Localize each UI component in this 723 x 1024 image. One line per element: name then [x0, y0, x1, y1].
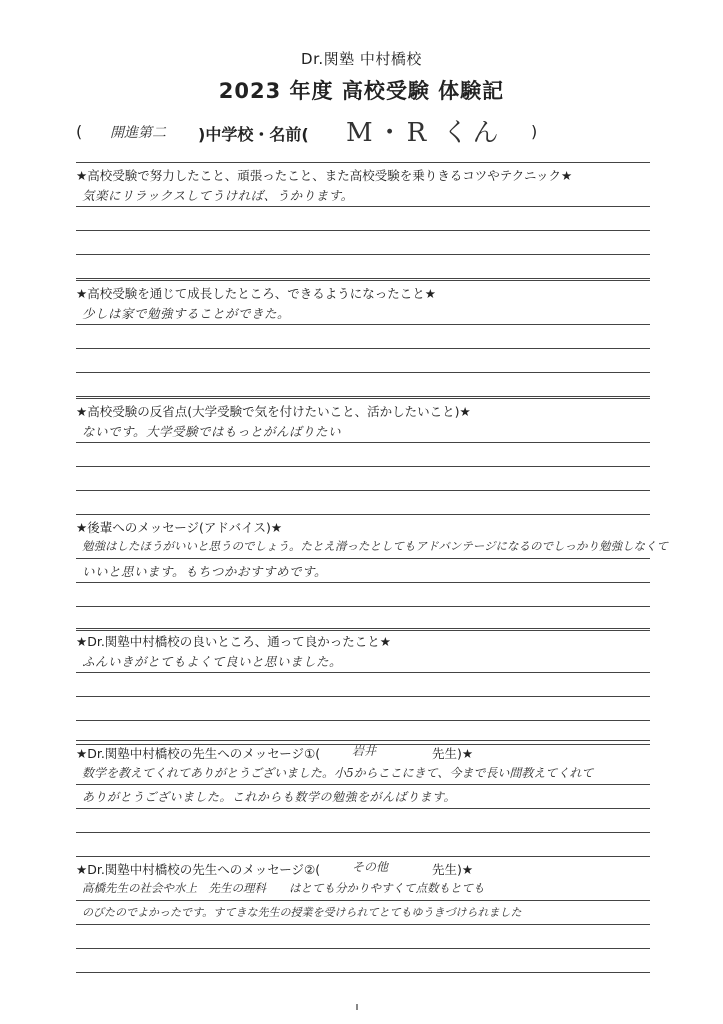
junior-high-school-name: 開進第二: [110, 125, 166, 141]
answer-line: 数学を教えてくれてありがとうございました。小5からここにきて、今まで長い間教えてくれて: [82, 766, 594, 780]
section-heading-end: 先生)★: [432, 862, 474, 877]
student-name: M・R くん: [346, 118, 503, 148]
answer-line: ないです。大学受験ではもっとがんばりたい: [82, 424, 342, 439]
student-info-row: [76, 118, 676, 150]
answer-line: いいと思います。もちつかおすすめです。: [82, 564, 328, 579]
answer-line: ふんいきがとてもよくて良いと思いました。: [82, 654, 343, 669]
open-paren: (: [76, 122, 83, 141]
teacher-name: 岩井: [352, 744, 377, 758]
school-name-header: Dr.関塾 中村橋校: [301, 50, 422, 68]
section-heading: ★高校受験の反省点(大学受験で気を付けたいこと、活かしたいこと)★: [76, 404, 471, 419]
answer-line: ありがとうございました。これからも数学の勉強をがんばります。: [82, 790, 457, 804]
answer-line: 気楽にリラックスしてうければ、うかります。: [82, 188, 354, 203]
answer-line: 高橋先生の社会や水上 先生の理科 はとても分かりやすくて点数もとても: [82, 881, 485, 895]
school-name-label: )中学校・名前(: [198, 125, 309, 144]
page-title: 2023 年度 高校受験 体験記: [218, 79, 505, 103]
section-heading: ★Dr.関塾中村橋校の先生へのメッセージ①(: [76, 746, 321, 761]
close-paren: ): [531, 122, 538, 141]
section-heading: ★高校受験を通じて成長したところ、できるようになったこと★: [76, 286, 436, 301]
section-heading: ★Dr.関塾中村橋校の先生へのメッセージ②(: [76, 862, 321, 877]
answer-line: のびたのでよかったです。すてきな先生の授業を受けられてとてもゆうきづけられました: [82, 906, 522, 919]
answer-line: 勉強はしたほうがいいと思うのでしょう。たとえ滑ったとしてもアドバンテージになるのでしっかり勉強しなくて: [82, 539, 669, 553]
section-heading: ★高校受験で努力したこと、頑張ったこと、また高校受験を乗りきるコツやテクニック★: [76, 168, 573, 183]
section-heading: ★後輩へのメッセージ(アドバイス)★: [76, 520, 283, 535]
teacher-name: その他: [352, 860, 389, 874]
scan-mark: [356, 1004, 358, 1010]
answer-line: 少しは家で勉強することができた。: [82, 306, 291, 321]
section-heading: ★Dr.関塾中村橋校の良いところ、通って良かったこと★: [76, 634, 392, 649]
section-heading-end: 先生)★: [432, 746, 474, 761]
